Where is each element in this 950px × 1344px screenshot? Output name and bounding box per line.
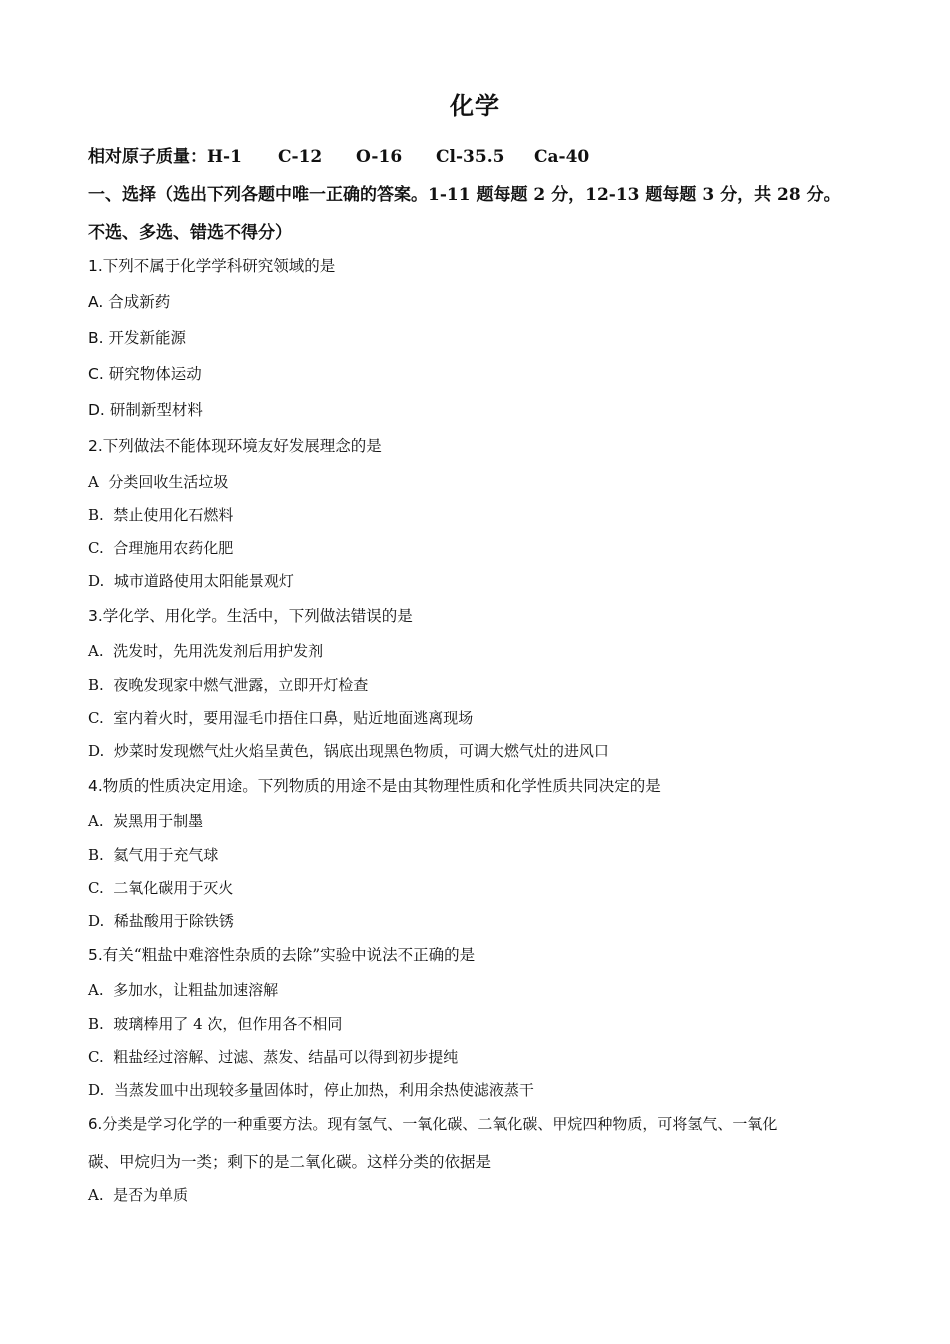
option-letter: B.	[88, 1015, 104, 1033]
option-text: 洗发时，先用洗发剂后用护发剂	[113, 642, 324, 660]
option-letter: B.	[88, 846, 104, 864]
question-3-option-a	[88, 640, 323, 661]
question-number: 4.	[88, 777, 103, 795]
question-text: 学化学、用化学。生活中，下列做法错误的是	[102, 607, 413, 625]
question-2-option-c	[88, 537, 233, 558]
option-text: 合理施用农药化肥	[113, 539, 234, 557]
question-5-option-c	[88, 1046, 458, 1067]
option-text: 研究物体运动	[108, 365, 202, 383]
question-5-option-d	[88, 1079, 534, 1100]
option-text: 二氧化碳用于灭火	[113, 879, 234, 897]
question-1-option-b	[88, 326, 186, 348]
option-letter: A.	[88, 1186, 104, 1204]
question-6-stem-line-2: 碳、甲烷归为一类；剩下的是二氧化碳。这样分类的依据是	[88, 1153, 492, 1171]
option-text: 稀盐酸用于除铁锈	[113, 912, 234, 930]
question-3-option-b	[88, 674, 368, 695]
question-2-option-d	[88, 570, 294, 591]
question-5-stem	[88, 943, 475, 965]
question-3-option-d	[88, 740, 609, 761]
option-letter: A.	[88, 293, 104, 311]
question-4-option-c	[88, 877, 233, 898]
question-1-option-a	[88, 290, 170, 312]
option-letter: C.	[88, 709, 104, 727]
question-number: 1.	[88, 257, 103, 275]
question-1-option-c	[88, 362, 202, 384]
question-text: 下列不属于化学学科研究领域的是	[102, 257, 336, 275]
option-letter: B.	[88, 676, 104, 694]
option-letter: A	[88, 473, 99, 491]
option-text: 禁止使用化石燃料	[113, 506, 234, 524]
question-1-stem	[88, 254, 335, 276]
question-4-option-a	[88, 810, 203, 831]
option-letter: C.	[88, 879, 104, 897]
question-3-option-c	[88, 707, 473, 728]
option-text: 多加水，让粗盐加速溶解	[113, 981, 279, 999]
question-number: 5.	[88, 946, 103, 964]
question-2-option-b	[88, 504, 233, 525]
question-5-option-a	[88, 979, 278, 1000]
question-text: 有关“粗盐中难溶性杂质的去除”实验中说法不正确的是	[102, 946, 476, 964]
question-number: 3.	[88, 607, 103, 625]
atomic-mass-item: C-12	[278, 147, 323, 167]
question-4-option-d	[88, 910, 234, 931]
option-letter: C.	[88, 1048, 104, 1066]
option-text: 室内着火时，要用湿毛巾捂住口鼻，贴近地面逃离现场	[113, 709, 474, 727]
option-text: 合成新药	[108, 293, 171, 311]
page-title: 化学	[450, 92, 500, 120]
option-text: 当蒸发皿中出现较多量固体时，停止加热，利用余热使滤液蒸干	[113, 1081, 534, 1099]
option-letter: D.	[88, 1081, 105, 1099]
question-2-stem	[88, 434, 382, 456]
option-letter: B.	[88, 506, 104, 524]
question-5-option-b	[88, 1013, 342, 1034]
question-6-stem-line-1	[88, 1113, 777, 1134]
question-1-option-d	[88, 398, 203, 420]
option-text: 玻璃棒用了 4 次，但作用各不相同	[113, 1015, 343, 1033]
question-text: 物质的性质决定用途。下列物质的用途不是由其物理性质和化学性质共同决定的是	[102, 777, 661, 795]
section-heading-line-2: 不选、多选、错选不得分）	[88, 223, 292, 243]
question-6-option-a	[88, 1184, 188, 1205]
question-text: 下列做法不能体现环境友好发展理念的是	[102, 437, 382, 455]
option-text: 研制新型材料	[109, 401, 203, 419]
option-letter: A.	[88, 642, 104, 660]
option-text: 夜晚发现家中燃气泄露，立即开灯检查	[113, 676, 369, 694]
question-3-stem	[88, 604, 413, 626]
option-text: 粗盐经过溶解、过滤、蒸发、结晶可以得到初步提纯	[113, 1048, 459, 1066]
atomic-mass-item: H-1	[207, 147, 242, 167]
question-4-option-b	[88, 844, 218, 865]
option-text: 炒菜时发现燃气灶火焰呈黄色，锅底出现黑色物质，可调大燃气灶的进风口	[113, 742, 609, 760]
option-text: 分类回收生活垃圾	[108, 473, 229, 491]
question-4-stem	[88, 774, 661, 796]
option-letter: D.	[88, 742, 105, 760]
option-text: 城市道路使用太阳能景观灯	[113, 572, 294, 590]
atomic-mass-item: Ca-40	[534, 147, 590, 167]
option-text: 开发新能源	[108, 329, 187, 347]
option-letter: C.	[88, 539, 104, 557]
option-letter: A.	[88, 981, 104, 999]
option-letter: C.	[88, 365, 104, 383]
question-text: 分类是学习化学的一种重要方法。现有氢气、一氧化碳、二氧化碳、甲烷四种物质，可将氢气、一氧化	[102, 1115, 778, 1133]
question-number: 2.	[88, 437, 103, 455]
option-letter: D.	[88, 401, 105, 419]
option-text: 是否为单质	[113, 1186, 189, 1204]
atomic-mass-label: 相对原子质量：	[88, 147, 207, 167]
atomic-mass-line	[88, 142, 589, 167]
option-text: 氦气用于充气球	[113, 846, 219, 864]
question-number: 6.	[88, 1115, 103, 1133]
atomic-mass-item: O-16	[356, 147, 403, 167]
question-2-option-a	[88, 471, 228, 492]
option-letter: A.	[88, 812, 104, 830]
option-letter: B.	[88, 329, 104, 347]
option-letter: D.	[88, 912, 105, 930]
atomic-mass-item: Cl-35.5	[436, 147, 505, 167]
section-heading-line-1: 一、选择（选出下列各题中唯一正确的答案。1-11 题每题 2 分，12-13 题每题 3 分，共 28 分。	[88, 185, 841, 205]
option-text: 炭黑用于制墨	[113, 812, 204, 830]
option-letter: D.	[88, 572, 105, 590]
